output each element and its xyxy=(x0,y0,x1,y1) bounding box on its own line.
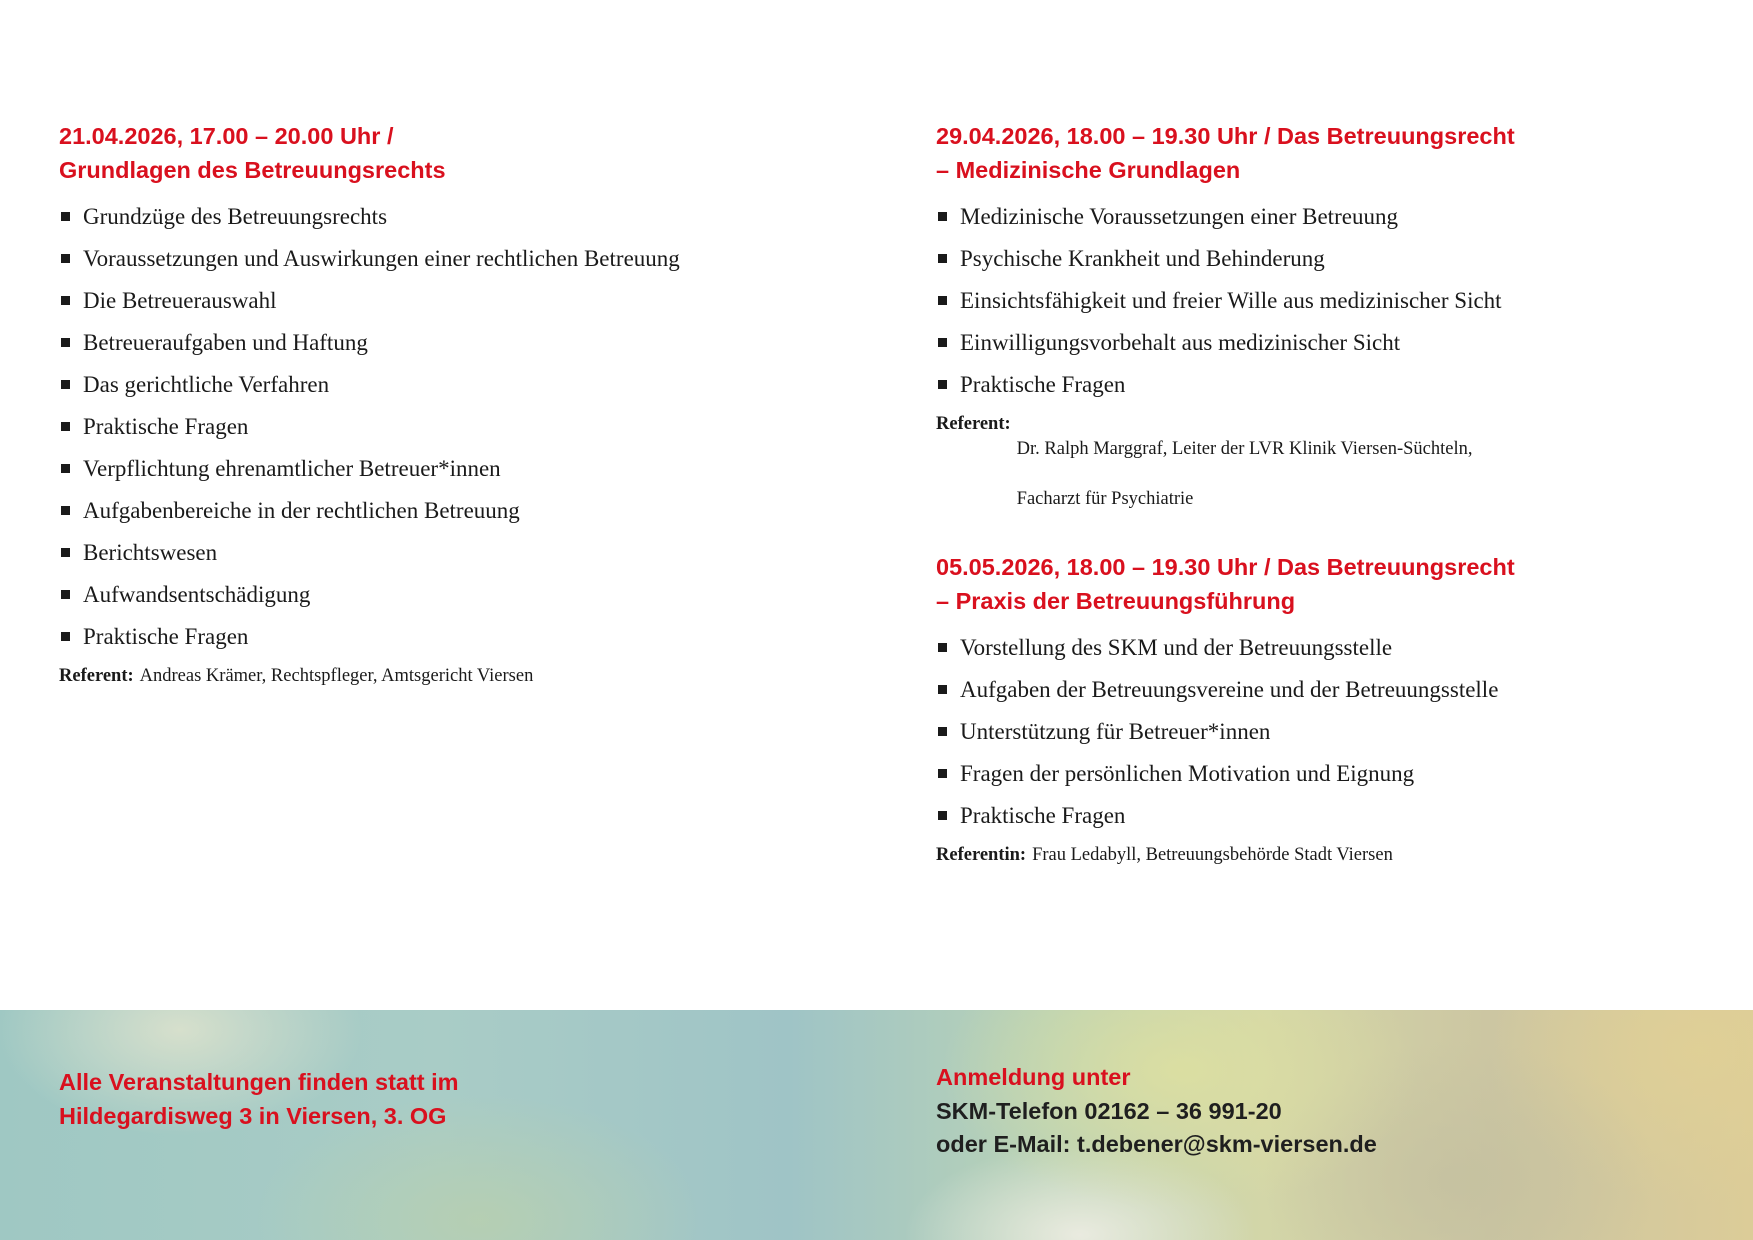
square-bullet-icon xyxy=(938,811,947,820)
list-item xyxy=(59,448,839,490)
list-item xyxy=(59,322,839,364)
event-1-section xyxy=(59,120,839,689)
event-1-heading-line1: 21.04.2026, 17.00 – 20.00 Uhr / xyxy=(59,123,394,149)
square-bullet-icon xyxy=(938,380,947,389)
list-item-text: Das gerichtliche Verfahren xyxy=(83,372,330,397)
venue-line1: Alle Veranstaltungen finden statt im xyxy=(59,1069,459,1095)
event-2-section xyxy=(936,120,1716,537)
list-item-text: Einsichtsfähigkeit und freier Wille aus medizinischer Sicht xyxy=(960,288,1502,313)
square-bullet-icon xyxy=(61,254,70,263)
list-item-text: Berichtswesen xyxy=(83,540,218,565)
event-3-topic-list xyxy=(936,627,1716,837)
list-item-text: Verpflichtung ehrenamtlicher Betreuer*innen xyxy=(83,456,501,481)
square-bullet-icon xyxy=(938,338,947,347)
square-bullet-icon xyxy=(61,632,70,641)
list-item xyxy=(59,280,839,322)
list-item-text: Aufgaben der Betreuungsvereine und der Betreuungsstelle xyxy=(960,677,1499,702)
event-2-speaker xyxy=(936,412,1716,537)
square-bullet-icon xyxy=(938,769,947,778)
list-item xyxy=(59,616,839,658)
event-2-heading-line1: 29.04.2026, 18.00 – 19.30 Uhr / Das Betreuungsrecht xyxy=(936,123,1515,149)
square-bullet-icon xyxy=(61,296,70,305)
list-item-text: Voraussetzungen und Auswirkungen einer rechtlichen Betreuung xyxy=(83,246,680,271)
speaker-name xyxy=(1017,412,1473,537)
speaker-name: Andreas Krämer, Rechtspfleger, Amtsgericht Viersen xyxy=(139,666,534,686)
footer-band xyxy=(0,1010,1753,1240)
list-item-text: Unterstützung für Betreuer*innen xyxy=(960,719,1271,744)
list-item-text: Vorstellung des SKM und der Betreuungsstelle xyxy=(960,635,1393,660)
event-2-heading-line2: – Medizinische Grundlagen xyxy=(936,156,1241,183)
list-item-text: Fragen der persönlichen Motivation und Eignung xyxy=(960,761,1415,786)
square-bullet-icon xyxy=(938,727,947,736)
list-item xyxy=(59,532,839,574)
speaker-label: Referent: xyxy=(59,666,134,686)
square-bullet-icon xyxy=(61,422,70,431)
list-item-text: Aufgabenbereiche in der rechtlichen Betreuung xyxy=(83,498,520,523)
event-3-heading-line2: – Praxis der Betreuungsführung xyxy=(936,587,1296,614)
list-item xyxy=(936,669,1716,711)
list-item-text: Grundzüge des Betreuungsrechts xyxy=(83,204,388,229)
list-item-text: Psychische Krankheit und Behinderung xyxy=(960,246,1325,271)
square-bullet-icon xyxy=(61,338,70,347)
list-item-text: Praktische Fragen xyxy=(960,372,1126,397)
event-3-heading-line1: 05.05.2026, 18.00 – 19.30 Uhr / Das Betreuungsrecht xyxy=(936,554,1515,580)
event-3-heading xyxy=(936,551,1716,618)
list-item xyxy=(936,711,1716,753)
event-2-topic-list xyxy=(936,196,1716,406)
list-item xyxy=(936,280,1716,322)
list-item xyxy=(936,795,1716,837)
list-item xyxy=(59,196,839,238)
speaker-name-line1: Dr. Ralph Marggraf, Leiter der LVR Klinik Viersen-Süchteln, xyxy=(1016,439,1473,459)
square-bullet-icon xyxy=(61,464,70,473)
list-item xyxy=(936,627,1716,669)
square-bullet-icon xyxy=(938,643,947,652)
list-item xyxy=(936,364,1716,406)
square-bullet-icon xyxy=(938,212,947,221)
registration-label: Anmeldung unter xyxy=(936,1064,1131,1090)
list-item-text: Praktische Fragen xyxy=(83,624,249,649)
square-bullet-icon xyxy=(61,212,70,221)
speaker-name-line2: Facharzt für Psychiatrie xyxy=(1016,489,1194,509)
square-bullet-icon xyxy=(61,506,70,515)
list-item-text: Betreueraufgaben und Haftung xyxy=(83,330,368,355)
event-2-heading xyxy=(936,120,1716,187)
event-1-topic-list xyxy=(59,196,839,658)
venue-info xyxy=(59,1066,459,1133)
list-item xyxy=(59,406,839,448)
square-bullet-icon xyxy=(61,548,70,557)
list-item xyxy=(59,490,839,532)
event-1-heading-line2: Grundlagen des Betreuungsrechts xyxy=(59,156,446,183)
list-item-text: Die Betreuerauswahl xyxy=(83,288,277,313)
list-item-text: Medizinische Voraussetzungen einer Betreuung xyxy=(960,204,1398,229)
event-1-speaker xyxy=(59,664,839,689)
event-3-speaker xyxy=(936,843,1716,868)
square-bullet-icon xyxy=(938,685,947,694)
speaker-label: Referentin: xyxy=(936,845,1027,865)
event-3-section xyxy=(936,551,1716,868)
speaker-label: Referent: xyxy=(936,414,1011,434)
list-item-text: Praktische Fragen xyxy=(83,414,249,439)
list-item xyxy=(936,238,1716,280)
registration-email[interactable]: oder E-Mail: t.debener@skm-viersen.de xyxy=(936,1131,1377,1157)
event-1-heading xyxy=(59,120,839,187)
registration-phone: SKM-Telefon 02162 – 36 991-20 xyxy=(936,1097,1282,1124)
square-bullet-icon xyxy=(938,254,947,263)
list-item xyxy=(59,238,839,280)
venue-line2: Hildegardisweg 3 in Viersen, 3. OG xyxy=(59,1102,447,1129)
square-bullet-icon xyxy=(938,296,947,305)
list-item xyxy=(936,753,1716,795)
list-item xyxy=(59,574,839,616)
list-item xyxy=(936,196,1716,238)
list-item-text: Aufwandsentschädigung xyxy=(83,582,311,607)
list-item-text: Praktische Fragen xyxy=(960,803,1126,828)
square-bullet-icon xyxy=(61,590,70,599)
list-item xyxy=(936,322,1716,364)
speaker-name: Frau Ledabyll, Betreuungsbehörde Stadt Viersen xyxy=(1032,845,1393,865)
list-item-text: Einwilligungsvorbehalt aus medizinischer Sicht xyxy=(960,330,1401,355)
list-item xyxy=(59,364,839,406)
square-bullet-icon xyxy=(61,380,70,389)
registration-info xyxy=(936,1061,1377,1162)
